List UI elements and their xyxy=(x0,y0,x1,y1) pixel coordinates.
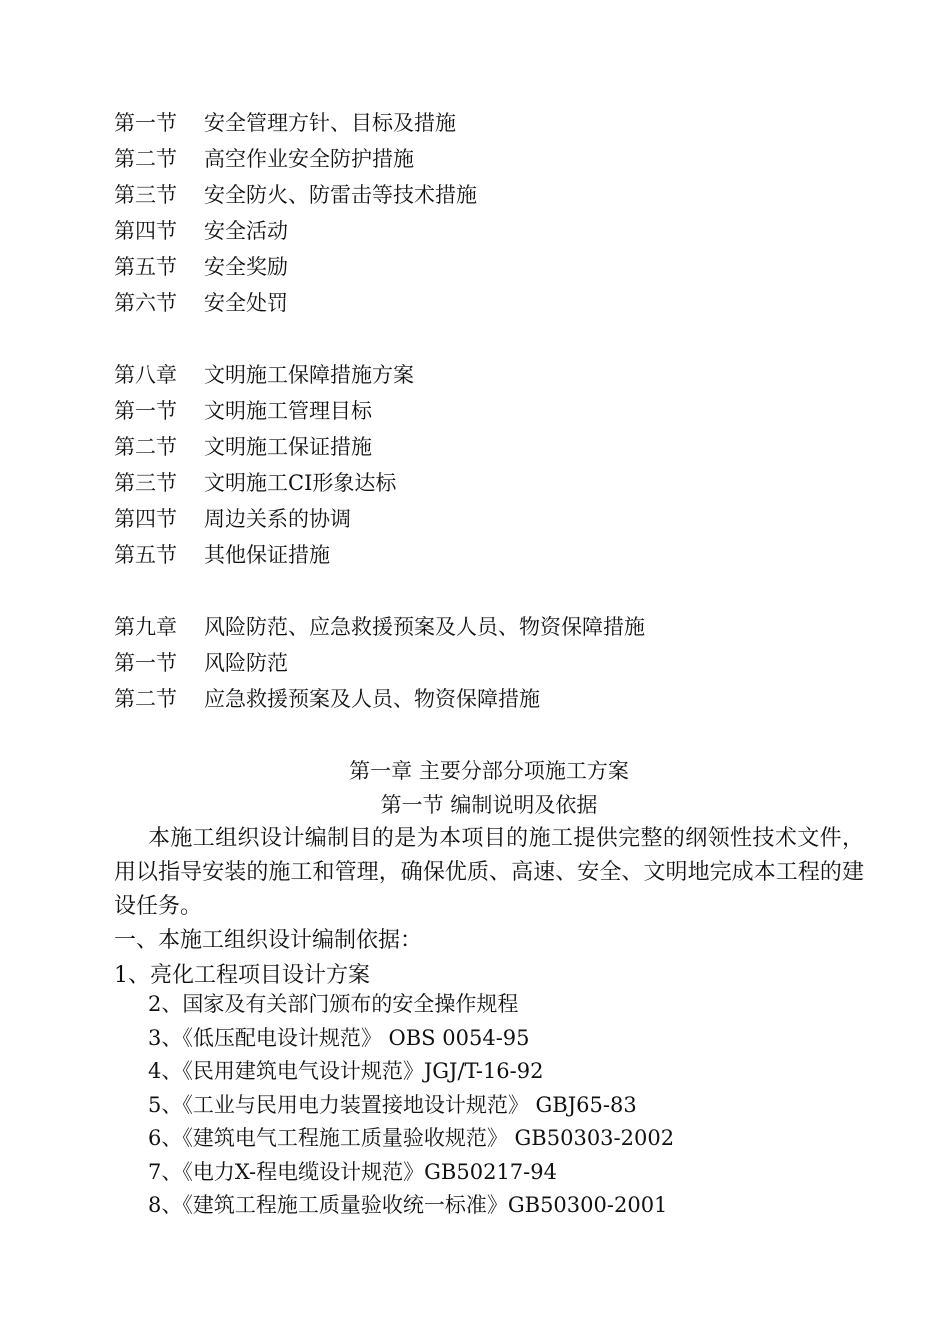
toc-number: 第三节 xyxy=(114,183,177,207)
toc-title: 文明施工CI形象达标 xyxy=(204,471,397,495)
toc-spacer xyxy=(114,321,645,357)
toc-row xyxy=(114,465,645,501)
toc-title: 高空作业安全防护措施 xyxy=(204,147,414,171)
toc-title: 风险防范、应急救援预案及人员、物资保障措施 xyxy=(204,615,645,639)
toc-number: 第四节 xyxy=(114,219,177,243)
reference-item: 2、国家及有关部门颁布的安全操作规程 xyxy=(148,992,519,1016)
toc-number: 第四节 xyxy=(114,507,177,531)
toc-title: 其他保证措施 xyxy=(204,543,330,567)
toc-title: 安全管理方针、目标及措施 xyxy=(204,111,456,135)
toc-row xyxy=(114,285,645,321)
toc-row xyxy=(114,429,645,465)
toc-spacer xyxy=(114,573,645,609)
toc-number: 第五节 xyxy=(114,255,177,279)
reference-list xyxy=(148,988,864,1223)
toc-row xyxy=(114,501,645,537)
toc-row xyxy=(114,645,645,681)
reference-item: 7、《电力X-程电缆设计规范》GB50217-94 xyxy=(148,1159,557,1184)
section-title: 第一节 编制说明及依据 xyxy=(380,793,598,817)
toc-number: 第六节 xyxy=(114,291,177,315)
toc-number: 第九章 xyxy=(114,615,177,639)
toc-title: 周边关系的协调 xyxy=(204,507,351,531)
toc-title: 安全活动 xyxy=(204,219,288,243)
toc-number: 第二节 xyxy=(114,435,177,459)
toc-row xyxy=(114,393,645,429)
toc-number: 第二节 xyxy=(114,147,177,171)
reference-item: 3、《低压配电设计规范》 OBS 0054-95 xyxy=(148,1025,530,1050)
intro-paragraph: 本施工组织设计编制目的是为本项目的施工提供完整的纲领性技术文件，用以指导安装的施工和管理，确保优质、高速、安全、文明地完成本工程的建设任务。 xyxy=(114,826,864,919)
toc-number: 第一节 xyxy=(114,651,177,675)
toc-title: 安全防火、防雷击等技术措施 xyxy=(204,183,477,207)
toc-title: 安全处罚 xyxy=(204,291,288,315)
reference-item: 5、《工业与民用电力装置接地设计规范》 GBJ65-83 xyxy=(148,1092,637,1117)
toc-row xyxy=(114,249,645,285)
toc-title: 文明施工管理目标 xyxy=(204,399,372,423)
toc-row xyxy=(114,177,645,213)
document-body xyxy=(114,754,864,1223)
table-of-contents xyxy=(114,105,645,717)
toc-title: 文明施工保障措施方案 xyxy=(204,363,414,387)
toc-title: 应急救援预案及人员、物资保障措施 xyxy=(204,687,540,711)
reference-item: 6、《建筑电气工程施工质量验收规范》 GB50303-2002 xyxy=(148,1126,675,1150)
toc-row xyxy=(114,537,645,573)
reference-item: 8、《建筑工程施工质量验收统一标准》GB50300-2001 xyxy=(148,1193,668,1217)
toc-row xyxy=(114,141,645,177)
toc-number: 第三节 xyxy=(114,471,177,495)
toc-row xyxy=(114,213,645,249)
toc-number: 第二节 xyxy=(114,687,177,711)
reference-item: 1、亮化工程项目设计方案 xyxy=(114,963,370,988)
toc-row xyxy=(114,105,645,141)
toc-number: 第八章 xyxy=(114,363,177,387)
basis-heading: 一、本施工组织设计编制依据： xyxy=(114,928,423,953)
toc-row xyxy=(114,681,645,717)
chapter-title: 第一章 主要分部分项施工方案 xyxy=(349,759,629,783)
reference-item: 4、《民用建筑电气设计规范》JGJ/T-16-92 xyxy=(148,1059,544,1083)
toc-number: 第一节 xyxy=(114,399,177,423)
toc-chapter-row xyxy=(114,609,645,645)
toc-title: 安全奖励 xyxy=(204,255,288,279)
toc-title: 风险防范 xyxy=(204,651,288,675)
toc-chapter-row xyxy=(114,357,645,393)
toc-number: 第一节 xyxy=(114,111,177,135)
toc-number: 第五节 xyxy=(114,543,177,567)
toc-title: 文明施工保证措施 xyxy=(204,435,372,459)
